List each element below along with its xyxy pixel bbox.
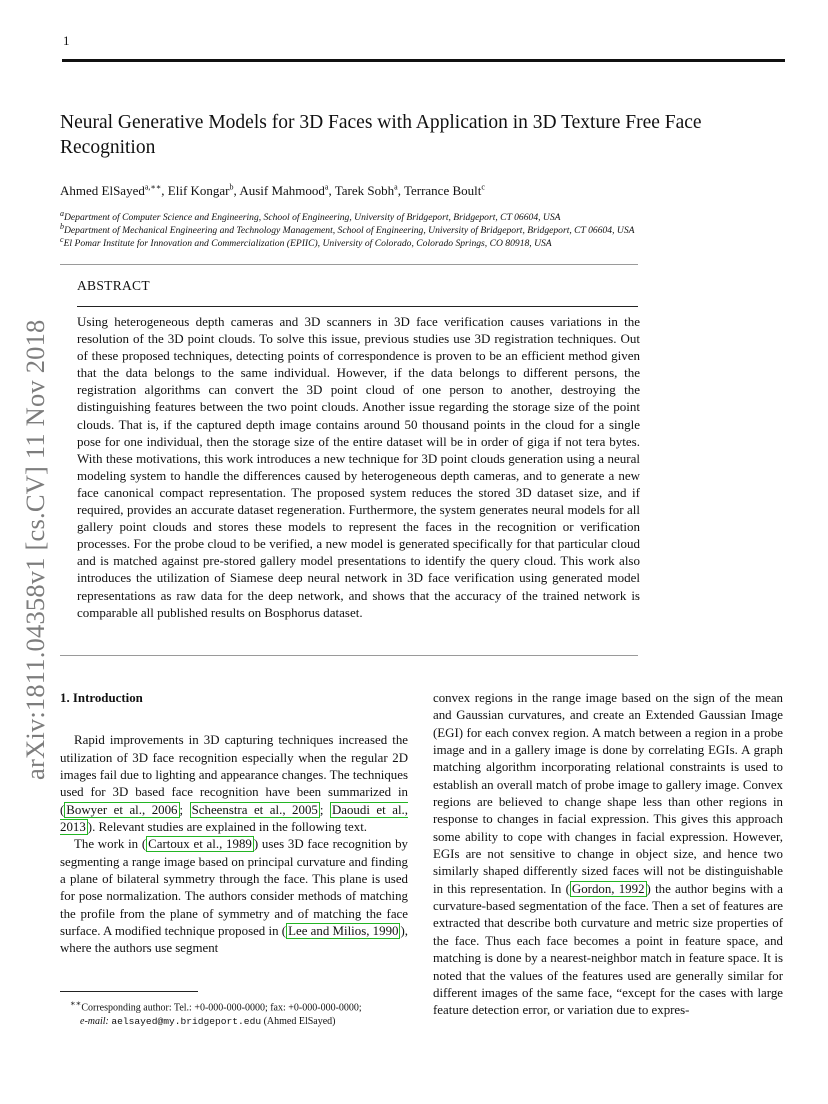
section-heading: 1. Introduction bbox=[60, 691, 143, 705]
author-list bbox=[60, 182, 760, 199]
author-affil-mark: c bbox=[481, 182, 485, 192]
author-affil-mark: a,∗∗ bbox=[144, 182, 162, 192]
paragraph-text: ), where the authors use segment bbox=[60, 924, 408, 956]
author bbox=[335, 183, 404, 198]
abstract-heading: ABSTRACT bbox=[77, 278, 150, 293]
paragraph-text: ) uses 3D face recognition by segmenting a range image based on principal curvature and finding a plane of bilateral symmetry through the face. This plane is used for pose normalization. The authors consider methods of matching the profile from the plane of symmetry and of matching the face surface. A modified technique proposed in ( bbox=[60, 837, 408, 939]
author bbox=[404, 183, 485, 198]
email-label: e-mail: bbox=[80, 1015, 109, 1027]
footnote-line bbox=[60, 1015, 420, 1029]
paper-title: Neural Generative Models for 3D Faces with Application in 3D Texture Free Face Recognition bbox=[60, 112, 702, 158]
author-name: Elif Kongar bbox=[167, 183, 230, 198]
paragraph-text: The work in ( bbox=[74, 837, 147, 852]
affiliation-mark: a bbox=[60, 208, 64, 218]
footnote-contact: Corresponding author: Tel.: +0-000-000-0000; fax: +0-000-000-0000; bbox=[81, 1002, 362, 1014]
paragraph bbox=[60, 732, 408, 836]
author-separator: , bbox=[233, 183, 240, 198]
footnote-mark: ∗∗ bbox=[70, 999, 82, 1008]
footnote-rule bbox=[60, 991, 198, 992]
citation-link[interactable]: Bowyer et al., 2006 bbox=[66, 802, 178, 817]
abstract-text: Using heterogeneous depth cameras and 3D scanners in 3D face verification causes variations in the resolution of the 3D point clouds. To solve this issue, previous studies use 3D registration techniques. Out of these proposed techniques, detecting points of correspondence is proven to be an efficient method given that the data belongs to the same individual. However, if the data belongs to different persons, the registration algorithms can convert the 3D point cloud of one person to another, destroying the distinguishing features between the two point clouds. Another issue regarding the storage size of the point clouds. That is, if the captured depth image contains around 50 thousand points in the cloud for a single pose for one individual, then the storage size of the entire dataset will be in order of giga if not tera bytes. With these motivations, this work introduces a new technique for 3D point clouds generation using a neural modeling system to handle the differences caused by heterogeneous depth cameras, and to generate a new face canonical compact representation. The proposed system reduces the stored 3D dataset size, and if required, provides an accurate dataset regeneration. Furthermore, the system generates neural models for all gallery point clouds and stores these models to represent the faces in the recognition or verification processes. For the probe cloud to be verified, a new model is generated specifically for that particular cloud and is matched against pre-stored gallery model presentations to identify the query cloud. This work also introduces the utilization of Siamese deep neural network in 3D face verification using generated model representations as raw data for the deep network, and shows that the accuracy of the trained network is comparable all published results on Bosphorus dataset. bbox=[77, 314, 640, 620]
paragraph-text: ; bbox=[319, 802, 330, 817]
affiliation bbox=[60, 224, 770, 237]
paragraph-text: Rapid improvements in 3D capturing techniques increased the utilization of 3D face recognition especially when the regular 2D images fail due to lighting and appearance changes. The techniques used for 3D based face recognition have been summarized in ( bbox=[60, 733, 408, 817]
affiliation-mark: c bbox=[60, 235, 64, 245]
citation-link[interactable]: Daoudi et al., 2013 bbox=[60, 802, 408, 835]
divider bbox=[60, 655, 638, 656]
right-column bbox=[433, 690, 783, 1020]
affiliation-text: El Pomar Institute for Innovation and Commercialization (EPIIC), University of Colorado, Colorado Springs, CO 80918, USA bbox=[63, 238, 552, 250]
arxiv-stamp: arXiv:1811.04358v1 [cs.CV] 11 Nov 2018 bbox=[20, 319, 50, 780]
paragraph bbox=[60, 836, 408, 957]
affiliation-mark: b bbox=[60, 222, 64, 232]
left-column bbox=[60, 690, 408, 958]
author bbox=[168, 183, 240, 198]
paragraph-text: ; bbox=[179, 802, 190, 817]
affiliation bbox=[60, 208, 770, 224]
affiliation-text: Department of Mechanical Engineering and Technology Management, School of Engineering, University of Bridgeport, Bridgeport, CT 06604, USA bbox=[64, 225, 635, 237]
author-name: Ahmed ElSayed bbox=[60, 183, 145, 198]
email-link[interactable]: aelsayed@my.bridgeport.edu bbox=[111, 1015, 262, 1027]
abstract-rule bbox=[77, 306, 638, 307]
page-number: 1 bbox=[63, 33, 70, 48]
citation-link[interactable]: Lee and Milios, 1990 bbox=[288, 924, 399, 939]
affiliation-text: Department of Computer Science and Engineering, School of Engineering, University of Bridgeport, Bridgeport, CT 06604, USA bbox=[64, 212, 561, 223]
affiliation bbox=[60, 237, 770, 250]
citation-link[interactable]: Cartoux et al., 1989 bbox=[148, 837, 252, 852]
author-separator: , bbox=[397, 183, 404, 198]
author-separator: , bbox=[328, 183, 335, 198]
citation-link[interactable]: Gordon, 1992 bbox=[571, 881, 645, 896]
citation-link[interactable]: Scheenstra et al., 2005 bbox=[191, 802, 318, 817]
author-affil-mark: a bbox=[394, 182, 398, 192]
paragraph bbox=[433, 690, 783, 1020]
paragraph-text: ). Relevant studies are explained in the following text. bbox=[87, 820, 368, 835]
header-rule bbox=[62, 59, 785, 62]
footnote-line bbox=[60, 997, 420, 1015]
email-name: (Ahmed ElSayed) bbox=[263, 1015, 336, 1027]
divider bbox=[60, 264, 638, 265]
author bbox=[239, 183, 334, 198]
paragraph-text: ) the author begins with a curvature-based segmentation of the face. Then a set of features are extracted that describe both curvature and metric size properties of the face. Thus each face becomes a point in feature space, and matching is done by a nearest-neighbor match in feature space. It is noted that the values of the features used are generally similar for different images of the same face, “except for the cases with large feature detection error, or variation due to expres- bbox=[433, 881, 783, 1018]
author bbox=[60, 183, 168, 198]
author-name: Tarek Sobh bbox=[334, 183, 395, 198]
footnote bbox=[60, 997, 420, 1028]
author-affil-mark: b bbox=[229, 182, 234, 192]
author-separator: , bbox=[161, 183, 168, 198]
author-name: Ausif Mahmood bbox=[239, 183, 325, 198]
author-name: Terrance Boult bbox=[403, 183, 482, 198]
affiliation-list bbox=[60, 208, 770, 251]
author-affil-mark: a bbox=[324, 182, 329, 192]
paragraph-text: convex regions in the range image based on the sign of the mean and Gaussian curvatures, and create an Extended Gaussian Image (EGI) for each convex region. A match between a region in a probe image and in a gallery image is done by correlating EGIs. A graph matching algorithm incorporating relational constraints is used to establish an overall match of probe image to gallery image. Convex regions are believed to change shape less than other regions in response to changes in facial expression. This gives this approach some ability to cope with changes in facial expression. However, EGIs are not sensitive to change in object size, and hence two similarly shaped differently sized faces will not be distinguishable in this representation. In ( bbox=[433, 691, 783, 896]
